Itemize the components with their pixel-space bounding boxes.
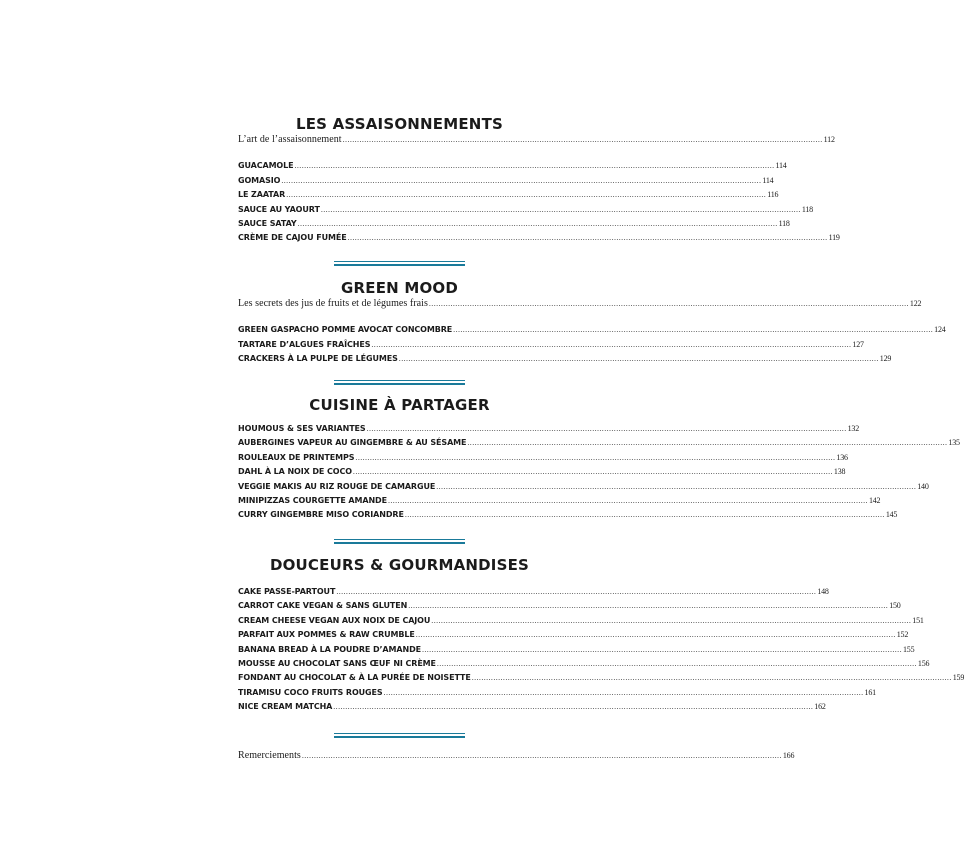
entry-label: MINIPIZZAS COURGETTE AMANDE (238, 495, 387, 505)
entry-label: GOMASIO (238, 175, 281, 185)
entry-page-number: 119 (828, 233, 840, 243)
entry-label: GREEN GASPACHO POMME AVOCAT CONCOMBRE (238, 325, 453, 335)
toc-entry-intro[interactable] (238, 133, 835, 147)
toc-entry-recipe[interactable] (238, 159, 787, 173)
entry-page-number: 159 (952, 673, 964, 683)
dot-leader: ........................................................................................................................................................................................................ (408, 601, 889, 611)
dot-leader: ........................................................................................................................................................................................................ (336, 587, 817, 596)
dot-leader: ........................................................................................................................................................................................................ (387, 495, 868, 505)
dot-leader: ........................................................................................................................................................................................................ (431, 615, 912, 625)
dot-leader: ........................................................................................................................................................................................................ (467, 438, 948, 448)
toc-entry-recipe[interactable] (238, 465, 846, 479)
section-divider (334, 733, 465, 738)
toc-entry-recipe[interactable] (238, 643, 915, 657)
entry-label: ROULEAUX DE PRINTEMPS (238, 452, 355, 462)
toc-entry-recipe[interactable] (238, 508, 898, 522)
entry-page-number: 145 (885, 510, 898, 520)
toc-entry-recipe[interactable] (238, 323, 946, 337)
entry-page-number: 138 (833, 467, 846, 477)
dot-leader: ........................................................................................................................................................................................................ (286, 190, 767, 200)
entry-page-number: 112 (823, 135, 835, 144)
dot-leader: ........................................................................................................................................................................................................ (453, 325, 934, 335)
section-title: GREEN MOOD (340, 279, 458, 297)
entry-page-number: 148 (817, 587, 829, 596)
toc-entry-recipe[interactable] (238, 480, 929, 494)
entry-page-number: 114 (762, 175, 774, 185)
entry-label: VEGGIE MAKIS AU RIZ ROUGE DE CAMARGUE (238, 481, 436, 491)
entry-page-number: 114 (775, 161, 787, 171)
section-title: CUISINE À PARTAGER (309, 396, 490, 414)
entry-label: SAUCE SATAY (238, 218, 297, 228)
entry-label: L’art de l’assaisonnement (238, 134, 342, 145)
entry-label: TIRAMISU COCO FRUITS ROUGES (238, 687, 383, 697)
entry-label: TARTARE D’ALGUES FRAÎCHES (238, 339, 371, 349)
entry-page-number: 118 (778, 218, 790, 228)
entry-page-number: 140 (917, 481, 929, 491)
entry-label: BANANA BREAD À LA POUDRE D’AMANDE (238, 644, 421, 654)
entry-label: DAHL À LA NOIX DE COCO (238, 467, 352, 477)
entry-label: GUACAMOLE (238, 161, 294, 171)
entry-label: LE ZAATAR (238, 190, 286, 200)
toc-entry-recipe[interactable] (238, 188, 779, 202)
entry-page-number: 132 (847, 424, 859, 433)
entry-page-number: 127 (852, 339, 864, 349)
entry-page-number: 161 (864, 687, 876, 697)
dot-leader: ........................................................................................................................................................................................................ (301, 751, 782, 760)
entry-page-number: 151 (912, 615, 924, 625)
toc-entry-recipe[interactable] (238, 436, 960, 450)
toc-entry-intro[interactable] (238, 297, 922, 311)
toc-entry-recipe[interactable] (238, 422, 859, 436)
toc-entry-recipe[interactable] (238, 217, 790, 231)
entry-label: CARROT CAKE VEGAN & SANS GLUTEN (238, 601, 408, 611)
toc-entry-recipe[interactable] (238, 686, 876, 700)
toc-entry-recipe[interactable] (238, 628, 909, 642)
entry-page-number: 135 (948, 438, 960, 448)
toc-section-green-mood (238, 279, 946, 367)
entry-page-number: 124 (934, 325, 946, 335)
entry-label: FONDANT AU CHOCOLAT & À LA PURÉE DE NOISETTE (238, 673, 471, 683)
toc-section-douceurs-gourmandises (238, 556, 964, 715)
entry-label: SAUCE AU YAOURT (238, 204, 320, 214)
entry-label: MOUSSE AU CHOCOLAT SANS ŒUF NI CRÈME (238, 658, 436, 668)
entry-label: PARFAIT AUX POMMES & RAW CRUMBLE (238, 630, 415, 640)
toc-entry-recipe[interactable] (238, 174, 774, 188)
entry-label: CRACKERS À LA PULPE DE LÉGUMES (238, 354, 398, 364)
entry-page-number: 150 (889, 601, 901, 611)
toc-section-assaisonnements (238, 115, 840, 246)
dot-leader: ........................................................................................................................................................................................................ (281, 175, 762, 185)
entry-page-number: 156 (917, 658, 930, 668)
dot-leader: ........................................................................................................................................................................................................ (371, 339, 852, 349)
toc-entry-recipe[interactable] (238, 494, 881, 508)
entry-page-number: 155 (902, 644, 915, 654)
toc-entry-recipe[interactable] (238, 203, 813, 217)
entry-page-number: 162 (814, 702, 826, 712)
toc-entry-remerciements[interactable] (238, 749, 795, 763)
dot-leader: ........................................................................................................................................................................................................ (421, 644, 902, 654)
dot-leader: ........................................................................................................................................................................................................ (404, 510, 885, 520)
toc-section-cuisine-a-partager (238, 396, 960, 523)
entry-page-number: 136 (836, 452, 848, 462)
dot-leader: ........................................................................................................................................................................................................ (297, 218, 778, 228)
toc-entry-recipe[interactable] (238, 614, 924, 628)
entry-label: CREAM CHEESE VEGAN AUX NOIX DE CAJOU (238, 615, 431, 625)
entry-label: NICE CREAM MATCHA (238, 702, 333, 712)
entry-label: CAKE PASSE-PARTOUT (238, 587, 336, 596)
toc-entry-recipe[interactable] (238, 657, 930, 671)
dot-leader: ........................................................................................................................................................................................................ (383, 687, 864, 697)
entry-label: Remerciements (238, 750, 301, 761)
toc-entry-recipe[interactable] (238, 338, 864, 352)
entry-page-number: 118 (801, 204, 813, 214)
dot-leader: ........................................................................................................................................................................................................ (398, 354, 879, 364)
section-divider (334, 539, 465, 544)
entry-page-number: 129 (879, 354, 892, 364)
entry-page-number: 152 (896, 630, 909, 640)
dot-leader: ........................................................................................................................................................................................................ (333, 702, 814, 712)
dot-leader: ........................................................................................................................................................................................................ (320, 204, 801, 214)
toc-entry-recipe[interactable] (238, 451, 848, 465)
entry-page-number: 116 (767, 190, 779, 200)
entry-label: Les secrets des jus de fruits et de légumes frais (238, 298, 428, 309)
dot-leader: ........................................................................................................................................................................................................ (355, 452, 836, 462)
toc-entry-recipe[interactable] (238, 700, 826, 714)
entry-label: HOUMOUS & SES VARIANTES (238, 424, 366, 433)
toc-entry-recipe[interactable] (238, 585, 829, 599)
dot-leader: ........................................................................................................................................................................................................ (347, 233, 828, 243)
dot-leader: ........................................................................................................................................................................................................ (428, 299, 909, 308)
toc-entry-recipe[interactable] (238, 231, 840, 245)
dot-leader: ........................................................................................................................................................................................................ (471, 673, 952, 683)
toc-section-closing (238, 749, 795, 763)
dot-leader: ........................................................................................................................................................................................................ (342, 135, 823, 144)
dot-leader: ........................................................................................................................................................................................................ (415, 630, 896, 640)
section-divider (334, 380, 465, 385)
entry-page-number: 122 (909, 299, 922, 308)
toc-entry-recipe[interactable] (238, 352, 892, 366)
dot-leader: ........................................................................................................................................................................................................ (436, 481, 917, 491)
entry-page-number: 166 (782, 751, 795, 760)
dot-leader: ........................................................................................................................................................................................................ (436, 658, 917, 668)
dot-leader: ........................................................................................................................................................................................................ (352, 467, 833, 477)
dot-leader: ........................................................................................................................................................................................................ (294, 161, 775, 171)
section-title: LES ASSAISONNEMENTS (295, 115, 504, 133)
entry-page-number: 142 (868, 495, 881, 505)
entry-label: AUBERGINES VAPEUR AU GINGEMBRE & AU SÉSAME (238, 438, 467, 448)
entry-label: CURRY GINGEMBRE MISO CORIANDRE (238, 510, 404, 520)
entry-label: CRÈME DE CAJOU FUMÉE (238, 233, 347, 243)
toc-entry-recipe[interactable] (238, 671, 964, 685)
section-title: DOUCEURS & GOURMANDISES (269, 556, 530, 574)
dot-leader: ........................................................................................................................................................................................................ (366, 424, 847, 433)
toc-entry-recipe[interactable] (238, 599, 901, 613)
section-divider (334, 261, 465, 266)
